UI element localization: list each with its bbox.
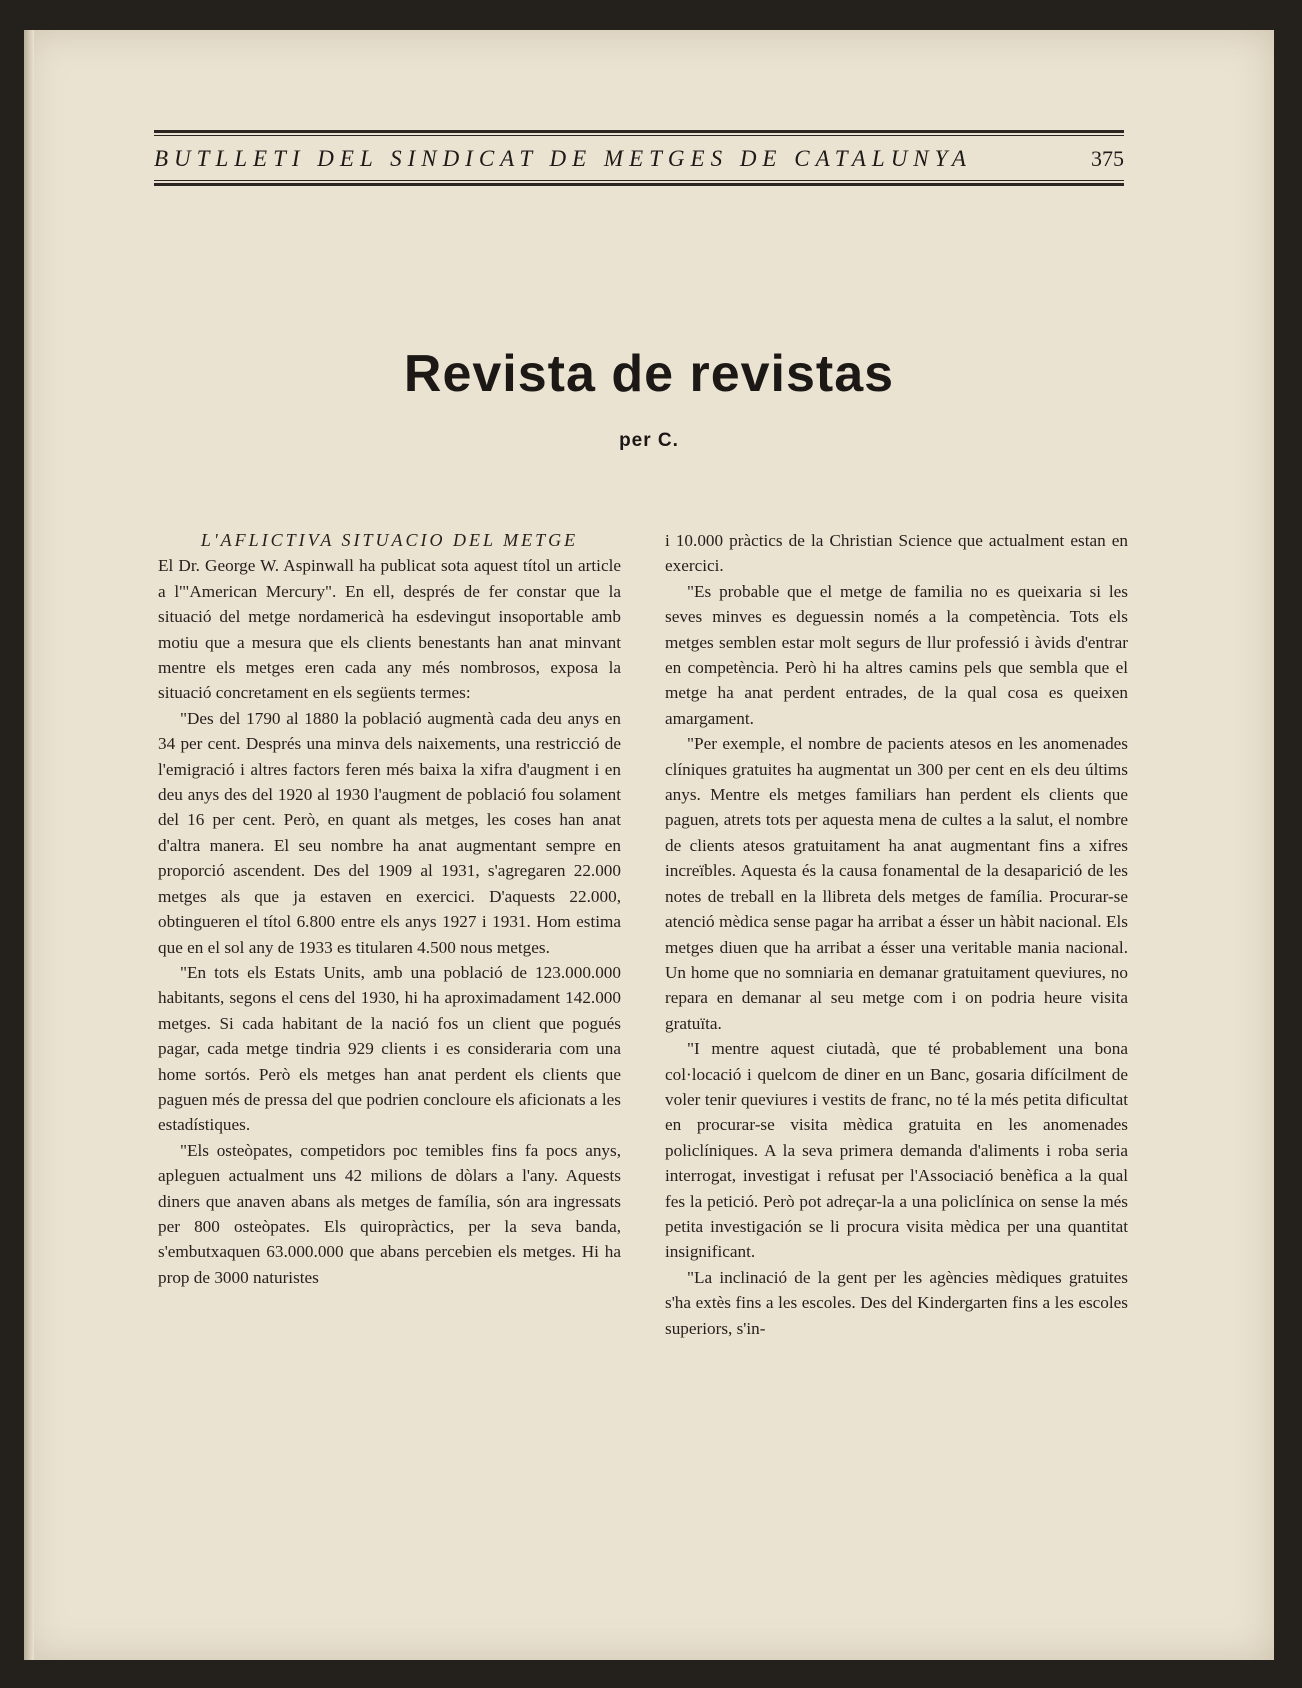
header-rule-bottom-thin: [154, 180, 1124, 181]
article-byline: per C.: [619, 430, 679, 451]
paragraph: El Dr. George W. Aspinwall ha publicat sota aquest títol un article a l'"American Mercury". En ell, després de fer constar que la situació del metge nordamericà ha esdevingut insoportable amb motiu que a mesura que els clients benestants han anat minvant mentre els metges eren cada any més nombrosos, exposa la situació concretament en els següents termes:: [158, 556, 621, 703]
right-column: [665, 528, 1128, 1341]
paragraph: "I mentre aquest ciutadà, que té probablement una bona col·locació i quelcom de diner en un Banc, gosaria difícilment de voler tenir queviures i vestits de franc, no té la més petita dificultat en procurar-se visita mèdica gratuita en les anomenades policlíniques. A la seva primera demanda d'aliments i roba seria interrogat, investigat i refusat per l'Associació benèfica a la qual fes la petició. Però pot adreçar-la a una policlínica on sense la més petita investigación se li procura visita mèdica per una quantitat insignificant.: [665, 1039, 1128, 1262]
running-header: [154, 130, 1124, 186]
paragraph: "La inclinació de la gent per les agències mèdiques gratuites s'ha extès fins a les escoles. Des del Kindergarten fins a les escoles superiors, s'in-: [665, 1267, 1128, 1338]
document-page: [24, 30, 1274, 1660]
page-edge-shadow: [24, 30, 34, 1660]
header-rule-bottom: [154, 183, 1124, 186]
paragraph: "Es probable que el metge de familia no es queixaria si les seves minves es deguessin només a la competència. Tots els metges semblen estar molt segurs de llur professió i àvids d'entrar en competència. Però hi ha altres camins pels que sembla que el metge ha anat perdent entrades, de la qual cosa es queixen amargament.: [665, 581, 1128, 728]
section-heading: L'AFLICTIVA SITUACIO DEL METGE: [200, 530, 579, 550]
article-title: Revista de revistas: [403, 345, 895, 403]
left-column: [158, 528, 621, 1341]
page-number: 375: [1091, 146, 1124, 171]
header-rule-top: [154, 130, 1124, 133]
journal-title: BUTLLETI DEL SINDICAT DE METGES DE CATALUNYA: [154, 146, 972, 171]
header-line: [154, 146, 1124, 172]
paragraph: "Els osteòpates, competidors poc temibles fins fa pocs anys, apleguen actualment uns 42 milions de dòlars a l'any. Aquests diners que anaven abans als metges de família, són ara ingressats per 800 osteòpates. Els quiropràctics, per la seva banda, s'embutxaquen 63.000.000 que abans percebien els metges. Hi ha prop de 3000 naturistes: [158, 1140, 621, 1287]
paragraph: i 10.000 pràctics de la Christian Science que actualment estan en exercici.: [665, 531, 1128, 576]
article-body: [158, 528, 1128, 1341]
paragraph: "Des del 1790 al 1880 la població augmentà cada deu anys en 34 per cent. Després una minva dels naixements, una restricció de l'emigració i altres factors feren més baixa la xifra d'augment i en deu anys des del 1920 al 1930 l'augment de població fou solament del 16 per cent. Però, en quant als metges, les coses han anat d'altra manera. El seu nombre ha anat augmentant sempre en proporció ascendent. Des del 1909 al 1931, s'agregaren 22.000 metges als que ja estaven en exercici. D'aquests 22.000, obtingueren el títol 6.800 entre els anys 1927 i 1931. Hom estima que en el sol any de 1933 es titularen 4.500 nous metges.: [158, 708, 621, 957]
paragraph: "Per exemple, el nombre de pacients atesos en les anomenades clíniques gratuites ha augmentat un 300 per cent en els deu últims anys. Mentre els metges familiars han perdent els clients que paguen, atrets tots per aquesta mena de cultes a la salut, el nombre de clients atesos gratuitament ha anat augmentant fins a xifres increïbles. Aquesta és la causa fonamental de la desaparició de les notes de treball en la llibreta dels metges de família. Procurar-se atenció mèdica sense pagar ha arribat a ésser un hàbit nacional. Els metges diuen que ha arribat a ésser una veritable mania nacional. Un home que no somniaria en demanar gratuitament queviures, no repara en demanar al seu metge com i on podria heure visita gratuïta.: [665, 734, 1128, 1033]
header-rule-top-thin: [154, 135, 1124, 136]
paragraph: "En tots els Estats Units, amb una població de 123.000.000 habitants, segons el cens del 1930, hi ha aproximadament 142.000 metges. Si cada habitant de la nació fos un client que pogués pagar, cada metge tindria 929 clients i es consideraria com una home sortós. Però els metges han anat perdent els clients que paguen més de pressa del que podrien concloure els aficionats a les estadístiques.: [158, 962, 621, 1135]
